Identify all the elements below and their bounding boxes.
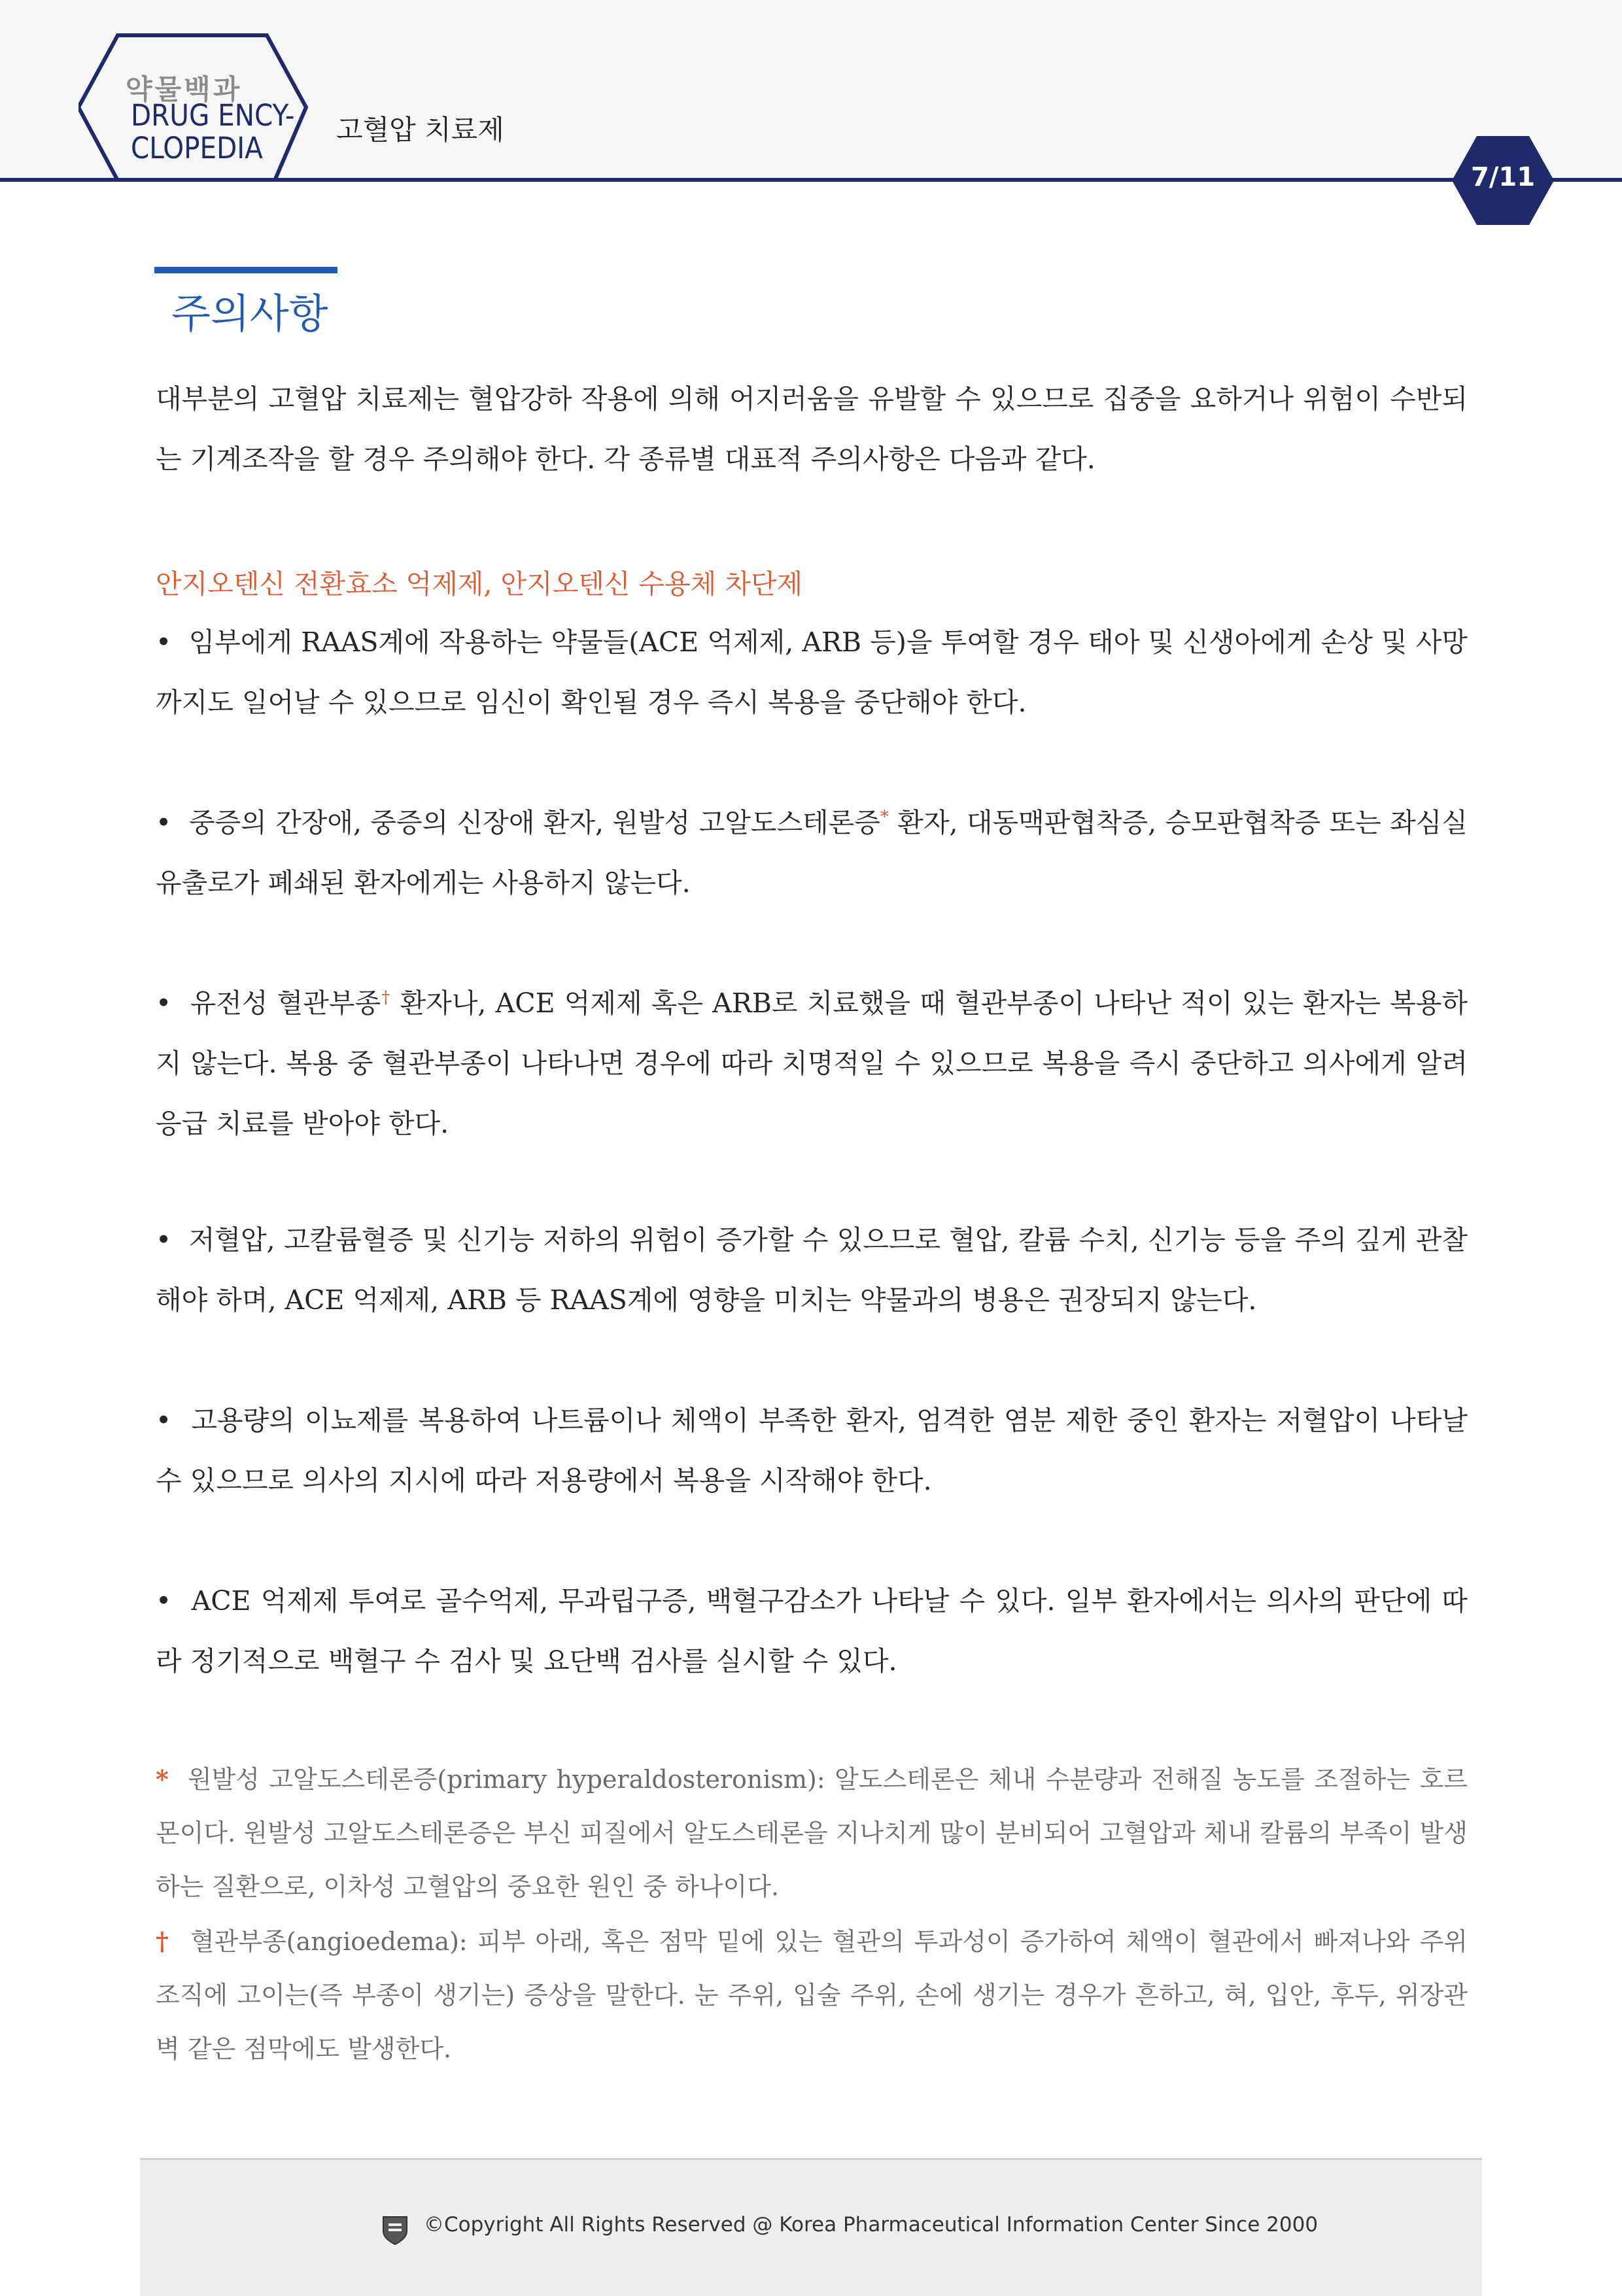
bullet-text: 유전성 혈관부종: [190, 987, 381, 1019]
footnote-marker: †: [381, 987, 391, 1008]
bullet-text: 고용량의 이뇨제를 복용하여 나트륨이나 체액이 부족한 환자, 엄격한 염분 제한 중인 환자는 저혈압이 나타날 수 있으므로 의사의 지시에 따라 저용량에서 복용을 시작해야 한다.: [156, 1405, 1468, 1496]
logo-english-line-2: CLOPEDIA: [131, 131, 263, 165]
bullet-symbol: •: [156, 1405, 172, 1436]
footnote-marker: *: [156, 1764, 169, 1794]
shield-emblem-icon: [381, 2214, 409, 2246]
bullet-symbol: •: [156, 987, 172, 1019]
section-title: 주의사항: [171, 290, 328, 337]
bullet-text: 중증의 간장애, 중증의 신장애 환자, 원발성 고알도스테론증: [188, 807, 880, 838]
footnote: [156, 1753, 1468, 1913]
list-item: [156, 793, 1468, 913]
logo-english-text: [131, 99, 295, 165]
footnote-marker: *: [880, 807, 889, 827]
list-item: [156, 1390, 1468, 1511]
bullet-text: 환자나, ACE 억제제 혹은 ARB로 치료했을 때 혈관부종이 나타난 적이 있는 환자는 복용하지 않는다. 복용 중 혈관부종이 나타나면 경우에 따라 치명적일 수 있으므로 복용을 즉시 중단하고 의사에게 알려 응급 치료를 받아야 한다.: [156, 987, 1468, 1139]
logo-korean-text: 약물백과: [126, 73, 243, 105]
bullet-symbol: •: [156, 626, 172, 658]
intro-paragraph: 대부분의 고혈압 치료제는 혈압강하 작용에 의해 어지러움을 유발할 수 있으므로 집중을 요하거나 위험이 수반되는 기계조작을 할 경우 주의해야 한다. 각 종류별 대표적 주의사항은 다음과 같다.: [156, 383, 1468, 475]
bullet-symbol: •: [156, 807, 172, 838]
list-item: [156, 1210, 1468, 1330]
footnote-text: 혈관부종(angioedema): 피부 아래, 혹은 점막 밑에 있는 혈관의 투과성이 증가하여 체액이 혈관에서 빠져나와 주위 조직에 고이는(즉 부종이 생기는) 증상을 말한다. 눈 주위, 입술 주위, 손에 생기는 경우가 흔하고, 혀, 입안, 후두, 위장관 벽 같은 점막에도 발생한다.: [156, 1927, 1468, 2063]
list-item: [156, 612, 1468, 732]
logo-english-line-1: DRUG ENCY-: [131, 98, 295, 133]
list-item: [156, 1571, 1468, 1691]
page-number: 7/11: [1470, 162, 1536, 192]
footnote: [156, 1915, 1468, 2076]
bullet-text: 임부에게 RAAS계에 작용하는 약물들(ACE 억제제, ARB 등)을 투여할 경우 태아 및 신생아에게 손상 및 사망까지도 일어날 수 있으므로 임신이 확인될 경우 즉시 복용을 중단해야 한다.: [156, 626, 1468, 718]
list-item: [156, 973, 1468, 1154]
section-title-bar: [154, 267, 337, 273]
bullet-symbol: •: [156, 1585, 172, 1617]
bullet-text: 저혈압, 고칼륨혈증 및 신기능 저하의 위험이 증가할 수 있으므로 혈압, 칼륨 수치, 신기능 등을 주의 깊게 관찰해야 하며, ACE 억제제, ARB 등 RAAS계에 영향을 미치는 약물과의 병용은 권장되지 않는다.: [156, 1224, 1468, 1316]
document-title: 고혈압 치료제: [336, 114, 504, 146]
drug-class-subheading: 안지오텐신 전환효소 억제제, 안지오텐신 수용체 차단제: [156, 568, 803, 600]
bullet-text: 환자, 대동맥판협착증, 승모판협착증 또는 좌심실 유출로가 폐쇄된 환자에게는 사용하지 않는다.: [156, 807, 1468, 899]
bullet-text: ACE 억제제 투여로 골수억제, 무과립구증, 백혈구감소가 나타날 수 있다. 일부 환자에서는 의사의 판단에 따라 정기적으로 백혈구 수 검사 및 요단백 검사를 실시할 수 있다.: [156, 1585, 1468, 1677]
bullet-symbol: •: [156, 1224, 172, 1256]
footnote-marker: †: [156, 1927, 171, 1956]
footnote-text: 원발성 고알도스테론증(primary hyperaldosteronism): 알도스테론은 체내 수분량과 전해질 농도를 조절하는 호르몬이다. 원발성 고알도스테론증은 부신 피질에서 알도스테론을 지나치게 많이 분비되어 고혈압과 체내 칼륨의 부족이 발생하는 질환으로, 이차성 고혈압의 중요한 원인 중 하나이다.: [156, 1765, 1468, 1901]
copyright-text: ©Copyright All Rights Reserved @ Korea Pharmaceutical Information Center Since 2000: [424, 2213, 1319, 2236]
